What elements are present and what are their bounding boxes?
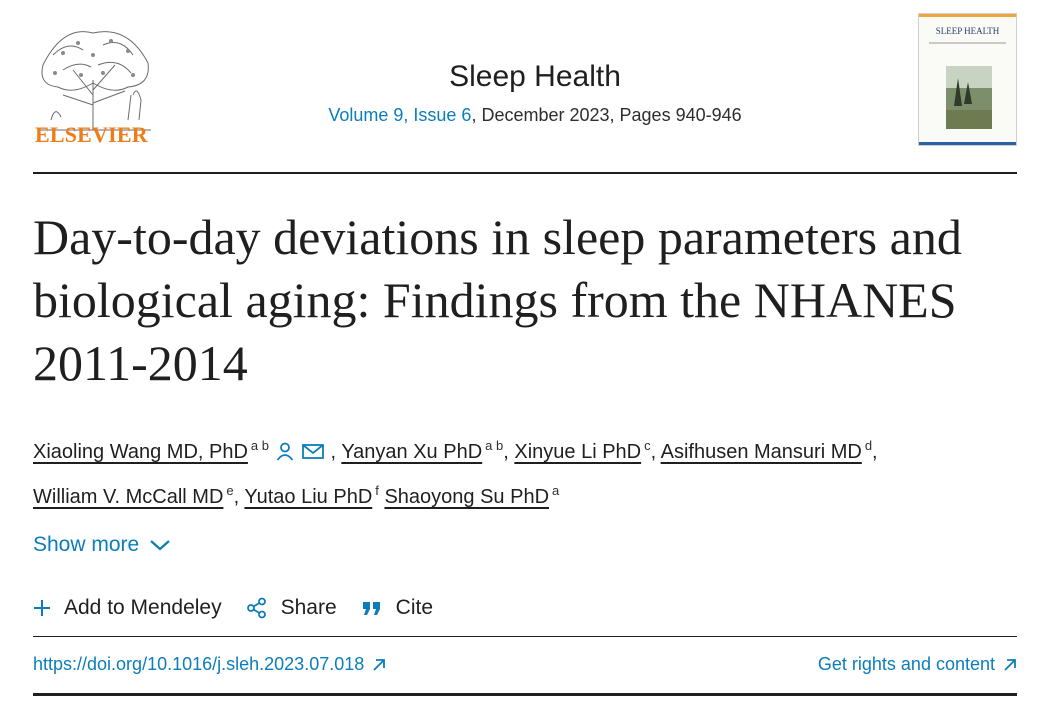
- external-arrow-icon: [372, 658, 386, 672]
- header-divider: [33, 172, 1017, 174]
- author-separator: ,: [330, 441, 337, 463]
- author-name-link[interactable]: Asifhusen Mansuri MD: [660, 441, 862, 463]
- journal-name[interactable]: Sleep Health: [449, 60, 621, 93]
- share-icon: [246, 597, 268, 619]
- author-affiliation[interactable]: a b: [485, 438, 504, 453]
- rights-label: Get rights and content: [817, 654, 995, 674]
- person-icon[interactable]: [275, 437, 295, 473]
- author-name-link[interactable]: Xiaoling Wang MD, PhD: [33, 441, 248, 463]
- author-item: [341, 438, 504, 463]
- author-item: [514, 438, 651, 463]
- doi-text: https://doi.org/10.1016/j.sleh.2023.07.018: [33, 654, 365, 674]
- author-affiliation[interactable]: c: [644, 438, 651, 453]
- show-more-button[interactable]: [33, 533, 171, 557]
- cite-label: Cite: [395, 596, 434, 619]
- issue-info: [33, 105, 1037, 126]
- author-affiliation[interactable]: a: [552, 483, 560, 498]
- author-affiliation[interactable]: d: [864, 438, 873, 453]
- share-label: Share: [280, 596, 337, 619]
- article-actions: [33, 593, 457, 623]
- author-item: [244, 483, 379, 508]
- author-name-link[interactable]: Yanyan Xu PhD: [341, 441, 483, 463]
- envelope-icon[interactable]: [301, 437, 325, 473]
- author-affiliation[interactable]: a b: [250, 438, 269, 453]
- journal-cover[interactable]: [918, 13, 1017, 146]
- author-item: [33, 438, 325, 463]
- article-title: Day-to-day deviations in sleep parameters and biological aging: Findings from the NHANES 2011-2014: [33, 209, 962, 391]
- actions-divider: [33, 636, 1017, 637]
- plus-icon: [33, 599, 51, 617]
- cover-subtitle-line: [929, 42, 1006, 44]
- cover-image: [946, 66, 992, 129]
- issue-date-pages: , December 2023, Pages 940-946: [471, 105, 742, 125]
- doi-link[interactable]: [33, 654, 386, 675]
- share-button[interactable]: [246, 596, 337, 620]
- author-item: [384, 483, 560, 508]
- mendeley-label: Add to Mendeley: [64, 596, 222, 619]
- add-to-mendeley-button[interactable]: [33, 596, 222, 620]
- author-affiliation[interactable]: f: [375, 483, 379, 498]
- cover-top-stripe: [919, 14, 1016, 17]
- cover-bottom-stripe: [919, 142, 1016, 145]
- cite-button[interactable]: [361, 596, 433, 620]
- external-arrow-icon: [1003, 658, 1017, 672]
- author-name-link[interactable]: William V. McCall MD: [33, 486, 224, 508]
- author-affiliation[interactable]: e: [226, 483, 234, 498]
- author-separator: ,: [233, 486, 240, 508]
- chevron-down-icon: [149, 538, 171, 552]
- author-separator: ,: [503, 441, 509, 463]
- elsevier-wordmark: ELSEVIER: [35, 122, 148, 147]
- author-list: [33, 428, 1017, 515]
- volume-issue-link[interactable]: Volume 9, Issue 6: [328, 105, 472, 125]
- quote-icon: [361, 599, 383, 617]
- article-header: [33, 12, 1017, 172]
- author-name-link[interactable]: Shaoyong Su PhD: [384, 486, 550, 508]
- author-name-link[interactable]: Yutao Liu PhD: [244, 486, 373, 508]
- author-item: [33, 483, 234, 508]
- author-name-link[interactable]: Xinyue Li PhD: [514, 441, 642, 463]
- footer-divider: [33, 693, 1017, 696]
- cover-title: SLEEP HEALTH: [935, 26, 1000, 36]
- author-separator: ,: [650, 441, 657, 463]
- get-rights-link[interactable]: [818, 654, 1017, 675]
- author-item: [660, 438, 873, 463]
- show-more-label: Show more: [33, 533, 140, 556]
- author-separator: ,: [872, 441, 878, 463]
